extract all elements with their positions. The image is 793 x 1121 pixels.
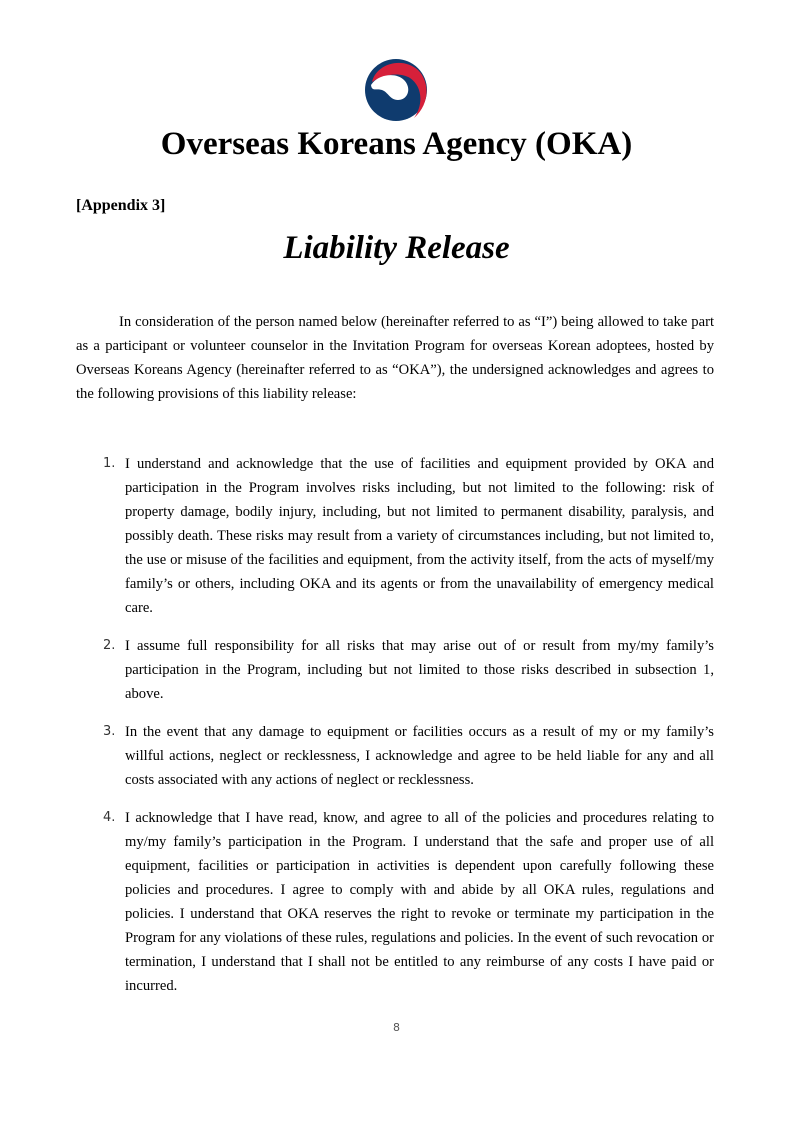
provision-text: I assume full responsibility for all risks that may arise out of or result from my/my family’s participation in the Program, including but not limited to those risks described in subsection 1, above.: [125, 638, 714, 702]
provision-number: 3.: [103, 724, 116, 739]
agency-title: Overseas Koreans Agency (OKA): [160, 126, 633, 162]
provision-item: [0, 806, 714, 998]
provision-number: 2.: [103, 638, 116, 653]
provision-text: In the event that any damage to equipment or facilities occurs as a result of my or my family’s willful actions, neglect or recklessness, I acknowledge and agree to be held liable for any and all costs associated with any actions of neglect or recklessness.: [125, 724, 714, 788]
provision-text: I understand and acknowledge that the use of facilities and equipment provided by OKA and participation in the Program involves risks including, but not limited to the following: risk of property damage, bodily injury, including, but not limited to permanent disability, paralysis, and possibly death. These risks may result from a variety of circumstances including, but not limited to, the use or misuse of the facilities and equipment, from the activity itself, from the acts of myself/my family’s or others, including OKA and its agents or from the unavailability of emergency medical care.: [125, 456, 714, 616]
appendix-label: [Appendix 3]: [76, 197, 166, 214]
intro-paragraph: In consideration of the person named below (hereinafter referred to as “I”) being allowed to take part as a participant or volunteer counselor in the Invitation Program for overseas Korean adoptees, hosted by Overseas Koreans Agency (hereinafter referred to as “OKA”), the undersigned acknowledges and agrees to the following provisions of this liability release:: [76, 314, 714, 402]
provisions-list: [0, 452, 793, 1012]
provision-item: [0, 452, 714, 620]
provision-item: [0, 634, 714, 706]
taegeuk-emblem-icon: [358, 52, 438, 126]
document-title: Liability Release: [283, 230, 510, 266]
provision-item: [0, 720, 714, 792]
provision-number: 1.: [103, 456, 116, 471]
provision-number: 4.: [103, 810, 116, 825]
provision-text: I acknowledge that I have read, know, and agree to all of the policies and procedures relating to my/my family’s participation in the Program. I understand that the safe and proper use of all equipment, facilities or participation in activities is dependent upon carefully following these policies and procedures. I agree to comply with and abide by all OKA rules, regulations and policies. I understand that OKA reserves the right to revoke or terminate my participation in the Program for any violations of these rules, regulations and policies. In the event of such revocation or termination, I understand that I shall not be entitled to any reimburse of any costs I have paid or incurred.: [125, 810, 714, 994]
page-number: 8: [393, 1021, 400, 1034]
